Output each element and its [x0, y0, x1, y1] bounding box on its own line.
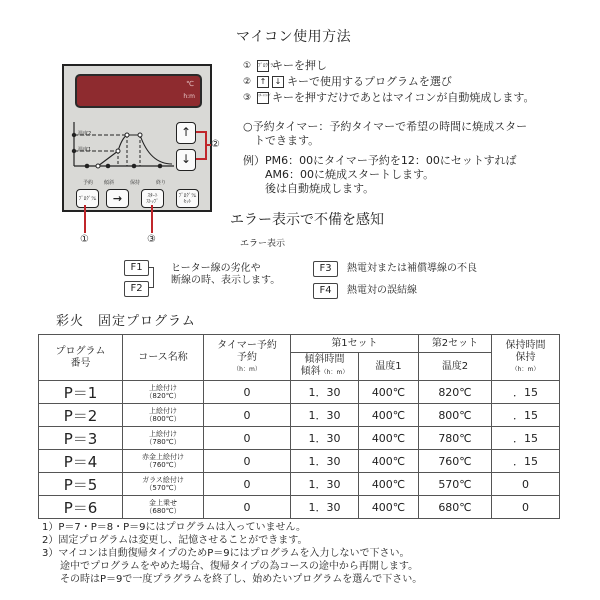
down-key-icon: ↓ — [272, 76, 284, 88]
course-name: ガラス絵付け — [142, 476, 184, 484]
error-section-subtitle: エラー表示 — [240, 239, 286, 249]
callout-3: ③ — [147, 234, 156, 245]
cell-course — [123, 427, 204, 450]
header-ramp — [291, 353, 359, 381]
program-set-button[interactable] — [176, 189, 199, 208]
step-number: ① — [243, 61, 252, 71]
phase-label-ramp: 傾斜 — [104, 180, 115, 186]
f1-f2-bracket — [148, 267, 154, 288]
header-hold — [492, 335, 560, 381]
cell-program-no: P＝1 — [39, 381, 123, 404]
cell-ramp: 1．30 — [291, 473, 359, 496]
course-temp: （680℃） — [145, 507, 181, 515]
cell-ramp: 1．30 — [291, 427, 359, 450]
header-text: タイマー予約 — [217, 339, 277, 351]
table-row — [39, 381, 560, 404]
cell-ramp: 1．30 — [291, 496, 359, 519]
error-code-f1: F1 — [124, 260, 149, 276]
step-text: キーで使用するプログラムを選び — [287, 75, 452, 88]
header-text: 予約 — [237, 351, 257, 363]
course-temp: （570℃） — [145, 484, 181, 492]
f1-f2-text-line: ヒーター線の劣化や — [171, 263, 261, 274]
cell-hold: ．15 — [492, 404, 560, 427]
example-line: 例）PM6：00にタイマー予約を12：00にセットすれば — [243, 154, 517, 167]
down-button[interactable]: ↓ — [176, 149, 196, 171]
callout-1: ① — [80, 234, 89, 245]
cell-course — [123, 450, 204, 473]
table-row — [39, 427, 560, 450]
header-unit: （h：m） — [511, 365, 540, 373]
cell-temp2: 680℃ — [419, 496, 492, 519]
cell-temp1: 400℃ — [359, 496, 419, 519]
header-unit: （h：m） — [320, 369, 349, 376]
controller-panel — [62, 64, 212, 212]
cell-temp2: 570℃ — [419, 473, 492, 496]
header-text: 番号 — [70, 357, 91, 369]
course-name: 金上乗せ — [149, 499, 177, 507]
cell-temp2: 800℃ — [419, 404, 492, 427]
program-key-icon: ﾌﾟﾛｸﾞﾗﾑ — [257, 60, 269, 72]
error-section-title: エラー表示で不備を感知 — [230, 212, 384, 228]
header-course: コース名称 — [123, 335, 204, 381]
header-unit: （h：m） — [233, 365, 261, 373]
course-name: 上絵付け — [149, 384, 177, 392]
cell-timer: 0 — [204, 427, 291, 450]
header-set1: 第1セット — [291, 335, 419, 353]
cell-temp1: 400℃ — [359, 473, 419, 496]
program-button[interactable] — [76, 189, 99, 208]
note-line: 1）P＝7・P＝8・P＝9にはプログラムは入っていません。 — [42, 522, 307, 533]
table-row — [39, 404, 560, 427]
header-temp1: 温度1 — [359, 353, 419, 381]
display-unit-time: h:m — [183, 93, 195, 100]
step-1 — [243, 58, 534, 74]
cell-program-no: P＝6 — [39, 496, 123, 519]
cell-timer: 0 — [204, 450, 291, 473]
header-text: 傾斜 — [300, 366, 321, 377]
step-3 — [243, 90, 534, 106]
table-row — [39, 450, 560, 473]
cell-program-no: P＝2 — [39, 404, 123, 427]
example-line: AM6：00に焼成スタートします。 — [243, 168, 435, 181]
header-timer — [204, 335, 291, 381]
header-text: 保持時間 — [505, 339, 546, 351]
cell-timer: 0 — [204, 381, 291, 404]
step-text: キーを押すだけであとはマイコンが自動焼成します。 — [272, 91, 535, 104]
callout-line-1 — [84, 205, 86, 233]
cell-timer: 0 — [204, 496, 291, 519]
next-arrow-button[interactable] — [106, 189, 129, 208]
course-temp: （820℃） — [145, 392, 181, 400]
header-set2: 第2セット — [419, 335, 492, 353]
course-name: 上絵付け — [149, 407, 177, 415]
cell-hold: ．15 — [492, 381, 560, 404]
callout-line-3 — [151, 205, 153, 233]
step-number: ② — [243, 77, 252, 87]
course-name: 上絵付け — [149, 430, 177, 438]
cell-hold: 0 — [492, 473, 560, 496]
phase-label-end: 終り — [156, 180, 167, 186]
program-section-title: 彩火 固定プログラム — [56, 314, 196, 329]
cell-course — [123, 473, 204, 496]
header-temp2: 温度2 — [419, 353, 492, 381]
led-display — [75, 74, 202, 108]
cell-ramp: 1．30 — [291, 450, 359, 473]
cell-course — [123, 404, 204, 427]
phase-label-hold: 保持 — [130, 180, 141, 186]
course-temp: （780℃） — [145, 438, 181, 446]
f3-description: 熱電対または補償導線の不良 — [347, 263, 477, 274]
course-name: 赤金上絵付け — [142, 453, 184, 461]
cell-hold: ．15 — [492, 450, 560, 473]
timer-note — [243, 120, 527, 148]
note-line: 途中でプログラムをやめた場合、復帰タイプの為コースの途中から再開します。 — [60, 561, 419, 572]
header-text: 保持 — [515, 351, 536, 363]
error-code-f3: F3 — [313, 261, 338, 277]
course-temp: （760℃） — [145, 461, 181, 469]
header-text: プログラム — [55, 345, 106, 357]
callout-2: ② — [211, 139, 220, 150]
usage-steps — [243, 58, 534, 106]
cell-ramp: 1．30 — [291, 381, 359, 404]
cell-program-no: P＝4 — [39, 450, 123, 473]
up-key-icon: ↑ — [257, 76, 269, 88]
cell-temp2: 760℃ — [419, 450, 492, 473]
table-row — [39, 473, 560, 496]
error-code-f2: F2 — [124, 281, 149, 297]
curve-label-temp1: 温度1 — [78, 147, 92, 153]
example-line: 後は自動焼成します。 — [243, 182, 375, 195]
cell-program-no: P＝5 — [39, 473, 123, 496]
cell-temp2: 780℃ — [419, 427, 492, 450]
cell-course — [123, 381, 204, 404]
display-unit-temp: ℃ — [186, 80, 194, 88]
start-stop-label-2: ｽﾄｯﾌﾟ — [146, 198, 159, 205]
phase-label-reserve: 予約 — [83, 180, 94, 186]
program-set-label-2: ｾｯﾄ — [183, 198, 192, 205]
program-table — [38, 334, 560, 519]
step-2 — [243, 74, 534, 90]
cell-hold: 0 — [492, 496, 560, 519]
curve-label-temp2: 温度2 — [78, 131, 92, 137]
cell-timer: 0 — [204, 473, 291, 496]
note-line: その時はP＝9で一度プラグラムを終了し、始めたいプログラムを選んで下さい。 — [60, 574, 423, 585]
notes — [42, 521, 422, 586]
cell-course — [123, 496, 204, 519]
step-number: ③ — [243, 93, 252, 103]
timer-example — [243, 154, 517, 196]
f1-f2-description — [171, 263, 280, 287]
header-text: 傾斜時間 — [304, 354, 345, 365]
arrow-right-icon: → — [112, 191, 123, 205]
header-program-no — [39, 335, 123, 381]
start-stop-label-1: ｽﾀｰﾄ — [147, 192, 158, 199]
cell-ramp: 1．30 — [291, 404, 359, 427]
note-line: 2）固定プログラムは変更し、記憶させることができます。 — [42, 535, 308, 546]
cell-temp1: 400℃ — [359, 450, 419, 473]
timer-note-line: ○予約タイマー：予約タイマーで希望の時間に焼成スター — [243, 120, 528, 133]
timer-note-line: トできます。 — [243, 134, 320, 147]
note-line: 3）マイコンは自動復帰タイプのためP＝9にはプログラムを入力しないで下さい。 — [42, 548, 410, 559]
table-row — [39, 496, 560, 519]
cell-timer: 0 — [204, 404, 291, 427]
cell-temp1: 400℃ — [359, 381, 419, 404]
program-button-label: ﾌﾟﾛｸﾞﾗﾑ — [78, 195, 97, 202]
f1-f2-text-line: 断線の時、表示します。 — [171, 275, 281, 286]
cell-hold: ．15 — [492, 427, 560, 450]
start-stop-key-icon: ｽﾀｰﾄｽﾄｯﾌﾟ — [257, 92, 269, 104]
page-title: マイコン使用方法 — [236, 29, 352, 45]
cell-temp1: 400℃ — [359, 427, 419, 450]
error-code-f4: F4 — [313, 283, 338, 299]
cell-temp2: 820℃ — [419, 381, 492, 404]
step-text: キーを押し — [272, 59, 327, 72]
up-button[interactable]: ↑ — [176, 122, 196, 144]
course-temp: （800℃） — [145, 415, 181, 423]
cell-temp1: 400℃ — [359, 404, 419, 427]
f4-description: 熱電対の誤結線 — [347, 285, 417, 296]
program-set-label-1: ﾌﾟﾛｸﾞﾗﾑ — [178, 192, 197, 199]
cell-program-no: P＝3 — [39, 427, 123, 450]
